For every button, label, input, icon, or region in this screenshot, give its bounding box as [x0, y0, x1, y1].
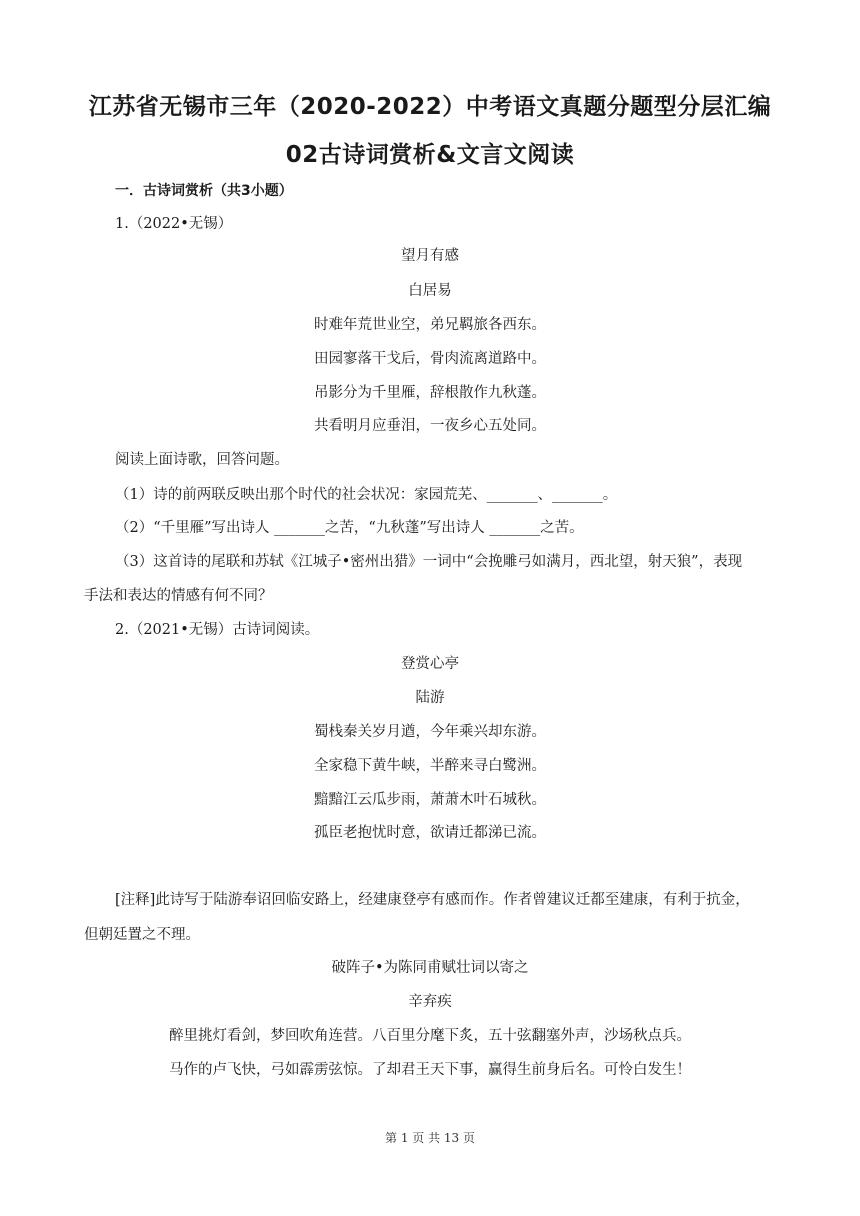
annotation: [注释]此诗写于陆游奉诏回临安路上，经建康登亭有感而作。作者曾建议迁都至建康，有利于抗金，: [115, 892, 750, 908]
poem-line: 时难年荒世业空，弟兄羁旅各西东。: [314, 317, 546, 333]
question-prompt: 阅读上面诗歌，回答问题。: [115, 452, 289, 468]
poem-author: 辛弃疾: [408, 994, 452, 1010]
poem-author: 陆游: [415, 690, 445, 706]
page-footer: 第 1 页 共 13 页: [385, 1131, 475, 1145]
section-heading: 一．古诗词赏析（共3小题）: [115, 183, 293, 199]
poem-title: 登赏心亭: [401, 656, 459, 672]
poem-title: 破阵子•为陈同甫赋壮词以寄之: [331, 960, 529, 976]
poem-title: 望月有感: [401, 248, 459, 264]
sub-question-2: （2）“千里雁”写出诗人 _______之苦，“九秋蓬”写出诗人 _______之苦。: [115, 520, 584, 536]
poem-line: 田园寥落干戈后，骨肉流离道路中。: [314, 351, 546, 367]
sub-question-3-continued: 手法和表达的情感有何不同？: [84, 588, 273, 604]
poem-line: 吊影分为千里雁，辞根散作九秋蓬。: [314, 385, 546, 401]
question-1-header: 1.（2022•无锡）: [115, 216, 233, 232]
document-subtitle: 02古诗词赏析&文言文阅读: [285, 142, 575, 168]
poem-author: 白居易: [408, 283, 452, 299]
poem-line: 马作的卢飞快，弓如霹雳弦惊。了却君王天下事，赢得生前身后名。可怜白发生！: [169, 1062, 691, 1078]
document-title: 江苏省无锡市三年（2020-2022）中考语文真题分题型分层汇编: [88, 94, 772, 120]
poem-line: 共看明月应垂泪，一夜乡心五处同。: [314, 418, 546, 434]
poem-line: 全家稳下黄牛峡，半醉来寻白鹭洲。: [314, 758, 546, 774]
poem-line: 黯黯江云瓜步雨，萧萧木叶石城秋。: [314, 792, 546, 808]
annotation-continued: 但朝廷置之不理。: [84, 927, 200, 943]
sub-question-3: （3）这首诗的尾联和苏轼《江城子•密州出猎》一词中“会挽雕弓如满月，西北望，射天狼”，表现: [115, 554, 743, 570]
sub-question-1: （1）诗的前两联反映出那个时代的社会状况：家园荒芜、_______、_______。: [115, 487, 618, 503]
poem-line: 孤臣老抱忧时意，欲请迁都涕已流。: [314, 825, 546, 841]
poem-line: 醉里挑灯看剑，梦回吹角连营。八百里分麾下炙，五十弦翻塞外声，沙场秋点兵。: [169, 1028, 691, 1044]
question-2-header: 2.（2021•无锡）古诗词阅读。: [115, 622, 320, 638]
poem-line: 蜀栈秦关岁月遒，今年乘兴却东游。: [314, 724, 546, 740]
